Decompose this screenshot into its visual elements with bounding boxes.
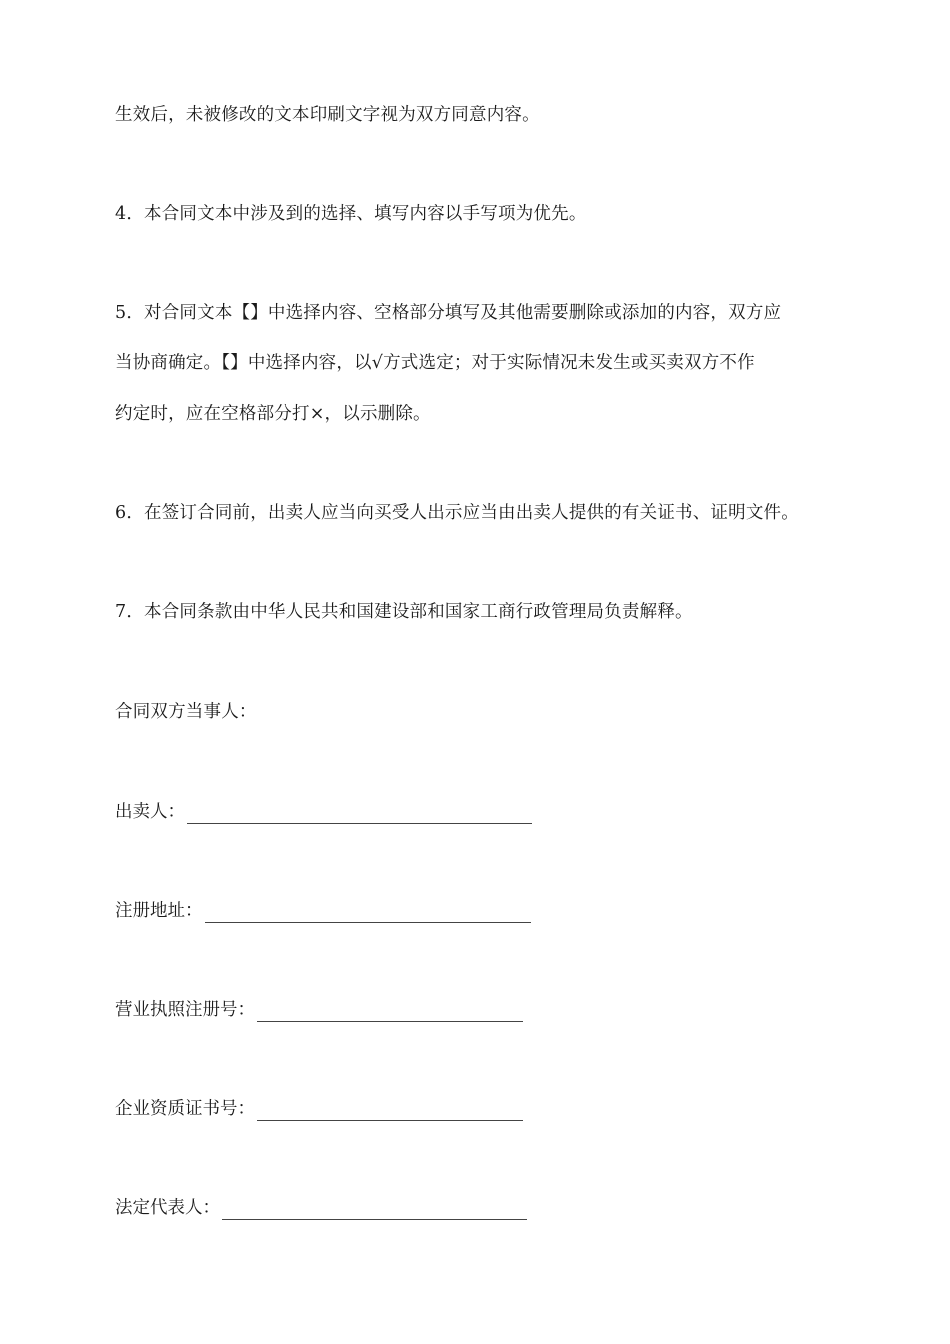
legal-representative-field — [115, 1196, 527, 1220]
legal-representative-label: 法定代表人： — [115, 1198, 220, 1218]
business-license-blank[interactable] — [257, 1001, 523, 1022]
registered-address-field — [115, 899, 531, 923]
seller-field — [115, 800, 532, 824]
registered-address-label: 注册地址： — [115, 901, 203, 921]
paragraph-7: 7．本合同条款由中华人民共和国建设部和国家工商行政管理局负责解释。 — [115, 602, 693, 622]
qualification-cert-label: 企业资质证书号： — [115, 1099, 255, 1119]
business-license-field — [115, 998, 523, 1022]
paragraph-3-end: 生效后，未被修改的文本印刷文字视为双方同意内容。 — [115, 105, 540, 125]
paragraph-5-line-2: 当协商确定。【】中选择内容，以√方式选定；对于实际情况未发生或买卖双方不作 — [115, 353, 755, 373]
legal-representative-blank[interactable] — [222, 1199, 527, 1220]
qualification-cert-blank[interactable] — [257, 1100, 523, 1121]
seller-label: 出卖人： — [115, 802, 185, 822]
registered-address-blank[interactable] — [205, 902, 531, 923]
seller-blank[interactable] — [187, 803, 532, 824]
business-license-label: 营业执照注册号： — [115, 1000, 255, 1020]
paragraph-5-line-1: 5．对合同文本【】中选择内容、空格部分填写及其他需要删除或添加的内容，双方应 — [115, 303, 782, 323]
parties-heading: 合同双方当事人： — [115, 702, 257, 722]
paragraph-6: 6．在签订合同前，出卖人应当向买受人出示应当由出卖人提供的有关证书、证明文件。 — [115, 503, 799, 523]
paragraph-4: 4．本合同文本中涉及到的选择、填写内容以手写项为优先。 — [115, 204, 587, 224]
paragraph-5-line-3: 约定时，应在空格部分打×，以示删除。 — [115, 404, 431, 424]
qualification-cert-field — [115, 1097, 523, 1121]
